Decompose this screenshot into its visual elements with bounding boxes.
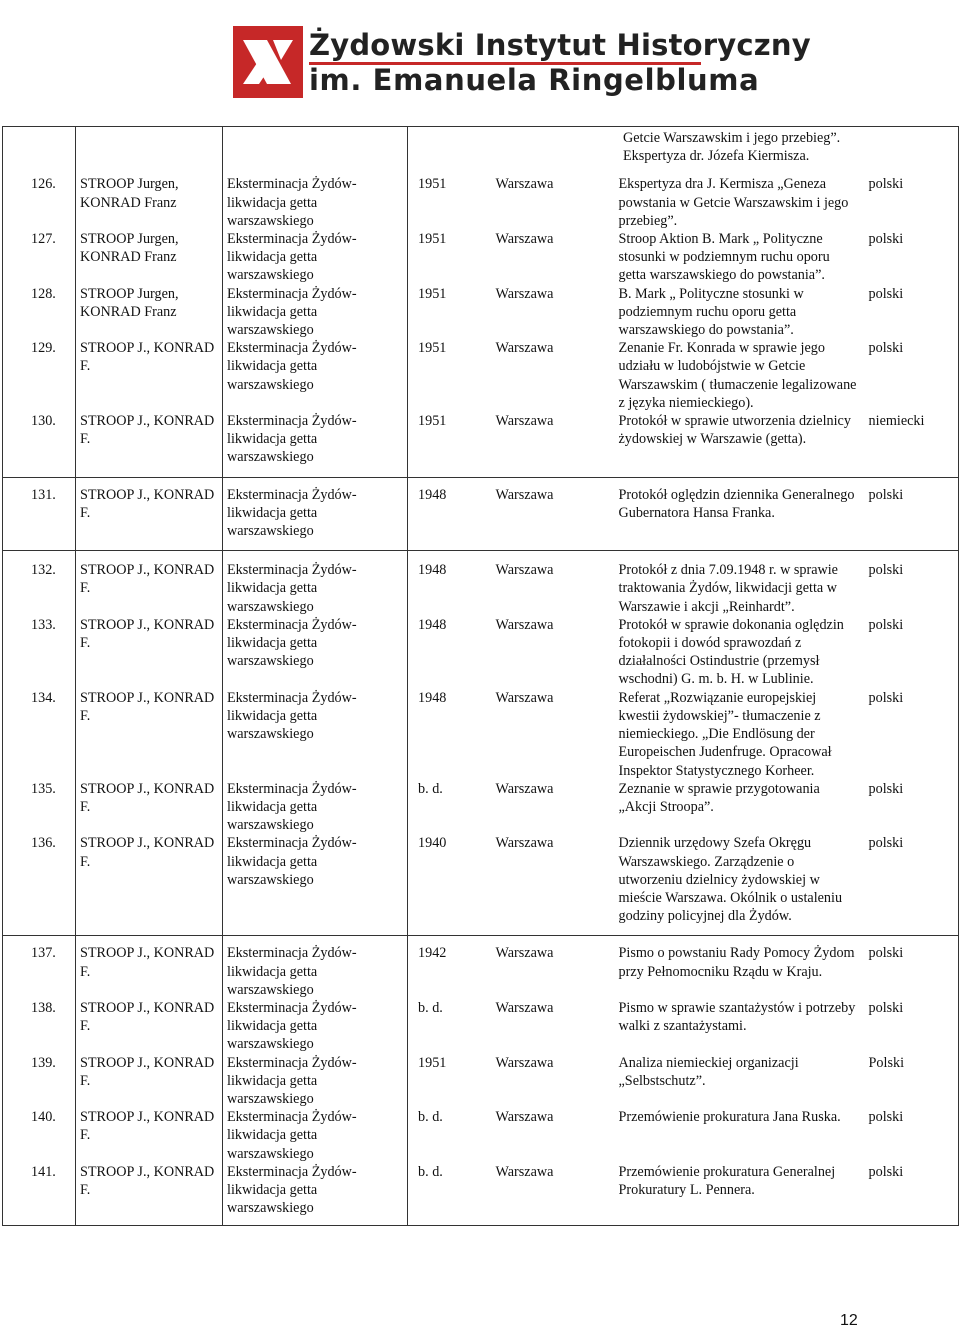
entry-topic: Eksterminacja Żydów- likwidacja getta warszawskiego <box>223 1163 408 1226</box>
institute-patron: im. Emanuela Ringelbluma <box>309 63 760 97</box>
entry-language: polski <box>868 486 904 503</box>
table-row <box>3 834 959 936</box>
entry-language: polski <box>868 176 904 193</box>
entry-description: Przemówienie prokuratura Generalnej Prokuratury L. Pennera. <box>618 1163 836 1198</box>
entry-place: Warszawa <box>495 176 554 193</box>
entry-number: 139. <box>31 1054 56 1071</box>
entry-author: STROOP J., KONRAD F. <box>76 339 223 412</box>
table-row <box>3 412 959 477</box>
institute-logo <box>233 26 811 100</box>
entry-number: 134. <box>31 689 56 706</box>
institute-name: Żydowski Instytut Historyczny <box>309 28 811 62</box>
entry-description: Referat „Rozwiązanie europejskiej kwestii żydowskiej”- tłumaczenie z niemieckiego. „Die Endlösung der Europeischen Judenfruge. Opracował Inspektor Statystycznego Korheer. <box>618 689 832 779</box>
entry-topic: Eksterminacja Żydów- likwidacja getta warszawskiego <box>223 834 408 936</box>
entry-language: polski <box>868 616 904 633</box>
entry-author: STROOP J., KONRAD F. <box>76 999 223 1054</box>
entry-number: 137. <box>31 945 56 962</box>
entry-number: 128. <box>31 285 56 302</box>
entry-year: 1951 <box>408 230 490 285</box>
entry-author: STROOP Jurgen, KONRAD Franz <box>76 230 223 285</box>
table-row <box>3 1163 959 1226</box>
table-row <box>3 1108 959 1163</box>
register-group <box>3 477 959 551</box>
entry-author: STROOP J., KONRAD F. <box>76 1163 223 1226</box>
register-group <box>3 936 959 1226</box>
entry-year: 1951 <box>408 339 490 412</box>
table-row <box>3 936 959 999</box>
entry-topic: Eksterminacja Żydów- likwidacja getta warszawskiego <box>223 780 408 835</box>
entry-author: STROOP J., KONRAD F. <box>76 1054 223 1109</box>
entry-place: Warszawa <box>495 689 554 706</box>
entry-language: polski <box>868 562 904 579</box>
entry-year: b. d. <box>408 1108 490 1163</box>
entry-language: niemiecki <box>868 413 925 430</box>
table-row <box>3 1054 959 1109</box>
entry-author: STROOP J., KONRAD F. <box>76 936 223 999</box>
entry-number: 129. <box>31 340 56 357</box>
entry-language: polski <box>868 1109 904 1126</box>
entry-number: 126. <box>31 176 56 193</box>
entry-topic: Eksterminacja Żydów- likwidacja getta warszawskiego <box>223 689 408 780</box>
entry-place: Warszawa <box>495 285 554 302</box>
entry-description: B. Mark „ Polityczne stosunki w podziemnym ruchu oporu getta warszawskiego do powstania”. <box>618 285 804 339</box>
entry-topic: Eksterminacja Żydów- likwidacja getta warszawskiego <box>223 412 408 477</box>
entry-language: Polski <box>868 1054 905 1071</box>
table-row <box>3 477 959 551</box>
entry-language: polski <box>868 1163 904 1180</box>
entry-year: 1948 <box>408 551 490 616</box>
entry-place: Warszawa <box>495 562 554 579</box>
continuation-row <box>3 127 959 166</box>
entry-number: 131. <box>31 486 56 503</box>
entry-language: polski <box>868 999 904 1016</box>
entry-number: 136. <box>31 835 56 852</box>
entry-year: 1951 <box>408 1054 490 1109</box>
entry-year: 1951 <box>408 165 490 230</box>
entry-author: STROOP Jurgen, KONRAD Franz <box>76 285 223 340</box>
entry-year: 1942 <box>408 936 490 999</box>
entry-place: Warszawa <box>495 999 554 1016</box>
entry-place: Warszawa <box>495 1054 554 1071</box>
entry-topic: Eksterminacja Żydów- likwidacja getta warszawskiego <box>223 936 408 999</box>
entry-year: 1951 <box>408 412 490 477</box>
entry-place: Warszawa <box>495 780 554 797</box>
entry-number: 127. <box>31 231 56 248</box>
entry-description: Protokół w sprawie dokonania oględzin fotokopii i dowód sprawozdań z działalności Ostindustrie (przemysł wschodni) G. m. b. H. w Lublinie. <box>618 616 844 688</box>
entry-language: polski <box>868 945 904 962</box>
table-row <box>3 689 959 780</box>
register-group <box>3 127 959 478</box>
entry-description: Pismo w sprawie szantażystów i potrzeby walki z szantażystami. <box>618 999 856 1035</box>
entry-number: 141. <box>31 1163 56 1180</box>
entry-topic: Eksterminacja Żydów- likwidacja getta warszawskiego <box>223 1108 408 1163</box>
entry-author: STROOP J., KONRAD F. <box>76 551 223 616</box>
entry-description: Przemówienie prokuratura Jana Ruska. <box>618 1109 841 1126</box>
page-number: 12 <box>840 1312 858 1329</box>
entry-place: Warszawa <box>495 616 554 633</box>
entry-year: 1948 <box>408 616 490 689</box>
entry-description: Protokół oględzin dziennika Generalnego Gubernatora Hansa Franka. <box>618 486 855 521</box>
entry-topic: Eksterminacja Żydów- likwidacja getta warszawskiego <box>223 1054 408 1109</box>
entry-number: 138. <box>31 999 56 1016</box>
entry-place: Warszawa <box>495 231 554 248</box>
entry-place: Warszawa <box>495 835 554 852</box>
entry-topic: Eksterminacja Żydów- likwidacja getta warszawskiego <box>223 616 408 689</box>
entry-year: 1951 <box>408 285 490 340</box>
entry-number: 140. <box>31 1109 56 1126</box>
entry-topic: Eksterminacja Żydów- likwidacja getta warszawskiego <box>223 477 408 551</box>
table-row <box>3 339 959 412</box>
entry-description: Protokół z dnia 7.09.1948 r. w sprawie traktowania Żydów, likwidacji getta w Warszawie i akcji „Reinhardt”. <box>618 562 838 615</box>
entry-year: b. d. <box>408 780 490 835</box>
table-row <box>3 285 959 340</box>
table-row <box>3 780 959 835</box>
entry-place: Warszawa <box>495 486 554 503</box>
entry-language: polski <box>868 340 904 357</box>
table-row <box>3 999 959 1054</box>
entry-description: Protokół w sprawie utworzenia dzielnicy żydowskiej w Warszawie (getta). <box>618 413 851 448</box>
entry-author: STROOP J., KONRAD F. <box>76 689 223 780</box>
entry-year: b. d. <box>408 999 490 1054</box>
entry-language: polski <box>868 835 904 852</box>
entry-description: Analiza niemieckiej organizacji „Selbstschutz”. <box>618 1054 799 1089</box>
entry-description: Stroop Aktion B. Mark „ Polityczne stosunki w podziemnym ruchu oporu getta warszawskiego do powstania”. <box>618 231 830 284</box>
entry-place: Warszawa <box>495 1163 554 1180</box>
entry-language: polski <box>868 689 904 706</box>
entry-language: polski <box>868 780 904 797</box>
entry-description: Pismo o powstaniu Rady Pomocy Żydom przy Pełnomocniku Rządu w Kraju. <box>618 945 855 980</box>
entry-number: 130. <box>31 413 56 430</box>
entry-author: STROOP J., KONRAD F. <box>76 834 223 936</box>
entry-topic: Eksterminacja Żydów- likwidacja getta warszawskiego <box>223 165 408 230</box>
entry-year: b. d. <box>408 1163 490 1226</box>
entry-number: 132. <box>31 562 56 579</box>
entry-description: Zeznanie w sprawie przygotowania „Akcji Stroopa”. <box>618 780 820 815</box>
jhi-logo-mark-icon <box>233 26 303 98</box>
table-row <box>3 551 959 616</box>
entry-topic: Eksterminacja Żydów- likwidacja getta warszawskiego <box>223 999 408 1054</box>
entry-description: Ekspertyza dra J. Kermisza „Geneza powstania w Getcie Warszawskim i jego przebieg”. <box>618 176 849 229</box>
entry-topic: Eksterminacja Żydów- likwidacja getta warszawskiego <box>223 551 408 616</box>
entry-topic: Eksterminacja Żydów- likwidacja getta warszawskiego <box>223 339 408 412</box>
entry-number: 135. <box>31 780 56 797</box>
entry-year: 1948 <box>408 477 490 551</box>
entry-author: STROOP J., KONRAD F. <box>76 412 223 477</box>
table-row <box>3 616 959 689</box>
entry-author: STROOP J., KONRAD F. <box>76 477 223 551</box>
table-row <box>3 165 959 230</box>
entry-description: Zenanie Fr. Konrada w sprawie jego udziału w ludobójstwie w Getcie Warszawskim ( tłumaczenie legalizowane z języka niemieckiego). <box>618 340 857 411</box>
entry-place: Warszawa <box>495 1109 554 1126</box>
table-row <box>3 230 959 285</box>
entry-place: Warszawa <box>495 945 554 962</box>
entry-topic: Eksterminacja Żydów- likwidacja getta warszawskiego <box>223 285 408 340</box>
entry-author: STROOP J., KONRAD F. <box>76 616 223 689</box>
entry-topic: Eksterminacja Żydów- likwidacja getta warszawskiego <box>223 230 408 285</box>
entry-year: 1940 <box>408 834 490 936</box>
entry-description: Dziennik urzędowy Szefa Okręgu Warszawskiego. Zarządzenie o utworzeniu dzielnicy żydowskiej w mieście Warszawa. Okólnik o ustaleniu godziny policyjnej dla Żydów. <box>618 835 843 925</box>
entry-place: Warszawa <box>495 413 554 430</box>
continuation-text: Getcie Warszawskim i jego przebieg”. Ekspertyza dr. Józefa Kiermisza. <box>408 127 863 166</box>
entry-author: STROOP J., KONRAD F. <box>76 780 223 835</box>
entry-language: polski <box>868 231 904 248</box>
register-group <box>3 551 959 936</box>
entry-author: STROOP J., KONRAD F. <box>76 1108 223 1163</box>
archive-register-table <box>2 126 959 1226</box>
entry-language: polski <box>868 285 904 302</box>
entry-number: 133. <box>31 616 56 633</box>
entry-year: 1948 <box>408 689 490 780</box>
entry-place: Warszawa <box>495 340 554 357</box>
entry-author: STROOP Jurgen, KONRAD Franz <box>76 165 223 230</box>
